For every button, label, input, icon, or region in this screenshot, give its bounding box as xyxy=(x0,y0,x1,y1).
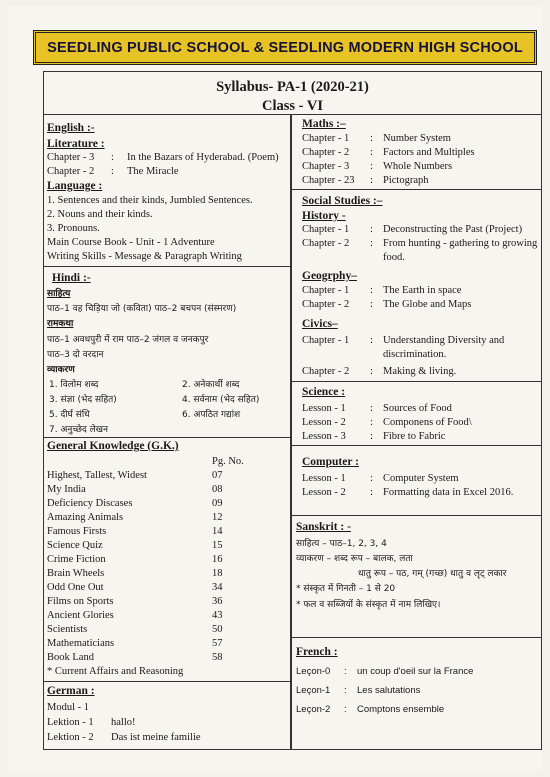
language-heading: Language : xyxy=(47,180,103,192)
geography-heading: Geogrphy– xyxy=(302,270,357,282)
gk-item-name: Films on Sports xyxy=(47,596,114,607)
vyakaran-item: 1. विलोम शब्द xyxy=(49,380,99,390)
social-heading: Social Studies :– xyxy=(302,195,383,207)
divider xyxy=(292,445,541,446)
history-topic-cont: food. xyxy=(383,252,405,263)
gk-item-page: 09 xyxy=(212,498,223,509)
german-lesson: Lektion - 2 xyxy=(47,732,94,743)
history-topic: From hunting - gathering to growing xyxy=(383,238,538,249)
gk-item-page: 50 xyxy=(212,624,223,635)
gk-item-name: Crime Fiction xyxy=(47,554,106,565)
vyakaran-item: 6. अपठित गद्यांश xyxy=(182,410,241,420)
sanskrit-heading: Sanskrit : - xyxy=(296,521,351,533)
literature-heading: Literature : xyxy=(47,138,105,150)
vyakaran-item: 7. अनुच्छेद लेखन xyxy=(49,425,109,435)
civics-topic: Making & living. xyxy=(383,366,457,377)
separator: : xyxy=(370,175,373,186)
separator: : xyxy=(370,473,373,484)
gk-item-page: 58 xyxy=(212,652,223,663)
history-topic: Deconstructing the Past (Project) xyxy=(383,224,523,235)
language-item: 1. Sentences and their kinds, Jumbled Sentences. xyxy=(47,195,253,206)
gk-heading: General Knowledge (G.K.) xyxy=(47,440,179,452)
geography-chapter: Chapter - 1 xyxy=(302,285,350,296)
vyakaran-item: 2. अनेकार्थी शब्द xyxy=(182,380,240,390)
gk-item-name: Highest, Tallest, Widest xyxy=(47,470,147,481)
maths-topic: Pictograph xyxy=(383,175,429,186)
gk-item-name: My India xyxy=(47,484,86,495)
sanskrit-line: व्याकरण – शब्द रूप – बालक, लता xyxy=(296,554,413,564)
divider xyxy=(44,266,290,267)
separator: : xyxy=(370,431,373,442)
french-lesson: Leçon-2 xyxy=(296,704,331,715)
german-heading: German : xyxy=(47,685,95,697)
literature-chapter: Chapter - 3 xyxy=(47,152,95,163)
computer-topic: Formatting data in Excel 2016. xyxy=(383,487,514,498)
separator: : xyxy=(370,366,373,377)
writing-skills: Writing Skills - Message & Paragraph Writing xyxy=(47,251,242,262)
maths-chapter: Chapter - 2 xyxy=(302,147,350,158)
history-heading: History - xyxy=(302,210,346,222)
computer-topic: Computer System xyxy=(383,473,459,484)
science-topic: Sources of Food xyxy=(383,403,452,414)
sanskrit-line: * फल व सब्जियों के संस्कृत में नाम लिखिए। xyxy=(296,600,441,610)
gk-note: * Current Affairs and Reasoning xyxy=(47,666,184,677)
school-name: SEEDLING PUBLIC SCHOOL & SEEDLING MODERN HIGH SCHOOL xyxy=(47,39,523,56)
ramkatha-heading: रामकथा xyxy=(47,319,74,329)
divider xyxy=(292,637,541,638)
gk-item-name: Odd One Out xyxy=(47,582,104,593)
french-lesson: Leçon-1 xyxy=(296,685,331,696)
civics-heading: Civics– xyxy=(302,318,338,330)
science-heading: Science : xyxy=(302,386,346,398)
ramkatha-line: पाठ–1 अवधपुरी में राम पाठ–2 जंगल व जनकपुर xyxy=(47,335,209,345)
english-heading: English :- xyxy=(47,122,95,134)
gk-item-page: 07 xyxy=(212,470,223,481)
separator: : xyxy=(370,335,373,346)
geography-topic: The Earth in space xyxy=(383,285,462,296)
german-topic: Das ist meine familie xyxy=(111,732,201,743)
maths-topic: Number System xyxy=(383,133,451,144)
separator: : xyxy=(370,147,373,158)
divider xyxy=(44,437,290,438)
hindi-heading: Hindi :- xyxy=(52,272,91,284)
vyakaran-item: 3. संज्ञा (भेद सहित) xyxy=(49,395,117,405)
separator: : xyxy=(344,685,347,696)
separator: : xyxy=(111,152,114,163)
maths-chapter: Chapter - 23 xyxy=(302,175,355,186)
science-topic: Fibre to Fabric xyxy=(383,431,446,442)
gk-item-page: 08 xyxy=(212,484,223,495)
language-item: 3. Pronouns. xyxy=(47,223,100,234)
vyakaran-item: 5. दीर्घ संधि xyxy=(49,410,90,420)
science-chapter: Lesson - 1 xyxy=(302,403,346,414)
left-column xyxy=(43,114,291,750)
maths-heading: Maths :– xyxy=(302,118,346,130)
sahitya-line: पाठ–1 वह चिड़िया जो (कविता) पाठ–2 बचपन (संस्मरण) xyxy=(47,304,237,314)
right-column xyxy=(291,114,542,750)
french-topic: Comptons ensemble xyxy=(357,704,445,715)
literature-topic: The Miracle xyxy=(127,166,179,177)
class-label: Class - VI xyxy=(262,98,323,114)
gk-item-page: 18 xyxy=(212,568,223,579)
gk-item-page: 15 xyxy=(212,540,223,551)
separator: : xyxy=(370,487,373,498)
divider xyxy=(292,189,541,190)
vyakaran-item: 4. सर्वनाम (भेद सहित) xyxy=(182,395,260,405)
separator: : xyxy=(370,417,373,428)
separator: : xyxy=(370,133,373,144)
divider xyxy=(292,515,541,516)
ramkatha-line: पाठ–3 दो वरदान xyxy=(47,350,104,360)
gk-item-page: 36 xyxy=(212,596,223,607)
maths-topic: Whole Numbers xyxy=(383,161,453,172)
geography-chapter: Chapter - 2 xyxy=(302,299,350,310)
gk-item-page: 12 xyxy=(212,512,223,523)
separator: : xyxy=(344,666,347,677)
syllabus-title: Syllabus- PA-1 (2020-21) xyxy=(216,79,369,95)
sanskrit-line: * संस्कृत में गिनती – 1 से 20 xyxy=(296,584,396,594)
geography-topic: The Globe and Maps xyxy=(383,299,472,310)
science-topic: Componens of Food\ xyxy=(383,417,472,428)
language-item: 2. Nouns and their kinds. xyxy=(47,209,153,220)
gk-item-name: Amazing Animals xyxy=(47,512,124,523)
german-topic: hallo! xyxy=(111,717,136,728)
civics-topic-cont: discrimination. xyxy=(383,349,447,360)
separator: : xyxy=(370,161,373,172)
divider xyxy=(292,381,541,382)
separator: : xyxy=(370,224,373,235)
french-topic: un coup d'oeil sur la France xyxy=(357,666,474,677)
french-lesson: Leçon-0 xyxy=(296,666,331,677)
gk-item-page: 57 xyxy=(212,638,223,649)
gk-item-name: Book Land xyxy=(47,652,94,663)
separator: : xyxy=(370,285,373,296)
separator: : xyxy=(111,166,114,177)
gk-item-page: 16 xyxy=(212,554,223,565)
science-chapter: Lesson - 3 xyxy=(302,431,346,442)
sanskrit-line: साहित्य – पाठ–1, 2, 3, 4 xyxy=(296,539,387,549)
separator: : xyxy=(370,238,373,249)
computer-chapter: Lesson - 1 xyxy=(302,473,346,484)
vyakaran-heading: व्याकरण xyxy=(47,365,75,375)
sanskrit-line: धातु रूप – पठ, गम् (गच्छ) धातु व लृट् लकार xyxy=(358,569,507,579)
civics-chapter: Chapter - 2 xyxy=(302,366,350,377)
literature-topic: In the Bazars of Hyderabad. (Poem) xyxy=(127,152,279,163)
gk-item-name: Famous Firsts xyxy=(47,526,107,537)
maths-topic: Factors and Multiples xyxy=(383,147,475,158)
german-lesson: Lektion - 1 xyxy=(47,717,94,728)
gk-item-page: 14 xyxy=(212,526,223,537)
computer-chapter: Lesson - 2 xyxy=(302,487,346,498)
gk-item-name: Ancient Glories xyxy=(47,610,114,621)
computer-heading: Computer : xyxy=(302,456,359,468)
sahitya-heading: साहित्य xyxy=(47,289,71,299)
literature-chapter: Chapter - 2 xyxy=(47,166,95,177)
main-course: Main Course Book - Unit - 1 Adventure xyxy=(47,237,215,248)
gk-item-page: 34 xyxy=(212,582,223,593)
french-heading: French : xyxy=(296,646,338,658)
science-chapter: Lesson - 2 xyxy=(302,417,346,428)
gk-item-page: 43 xyxy=(212,610,223,621)
school-banner xyxy=(33,30,537,65)
syllabus-header xyxy=(43,71,542,114)
divider xyxy=(44,681,290,682)
gk-item-name: Mathematicians xyxy=(47,638,115,649)
civics-topic: Understanding Diversity and xyxy=(383,335,505,346)
german-modul: Modul - 1 xyxy=(47,702,89,713)
gk-item-name: Deficiency Discases xyxy=(47,498,133,509)
maths-chapter: Chapter - 1 xyxy=(302,133,350,144)
gk-item-name: Science Quiz xyxy=(47,540,103,551)
maths-chapter: Chapter - 3 xyxy=(302,161,350,172)
gk-item-name: Brain Wheels xyxy=(47,568,105,579)
french-topic: Les salutations xyxy=(357,685,421,696)
civics-chapter: Chapter - 1 xyxy=(302,335,350,346)
separator: : xyxy=(370,403,373,414)
history-chapter: Chapter - 1 xyxy=(302,224,350,235)
gk-pg-label: Pg. No. xyxy=(212,456,244,467)
history-chapter: Chapter - 2 xyxy=(302,238,350,249)
separator: : xyxy=(370,299,373,310)
separator: : xyxy=(344,704,347,715)
gk-item-name: Scientists xyxy=(47,624,88,635)
